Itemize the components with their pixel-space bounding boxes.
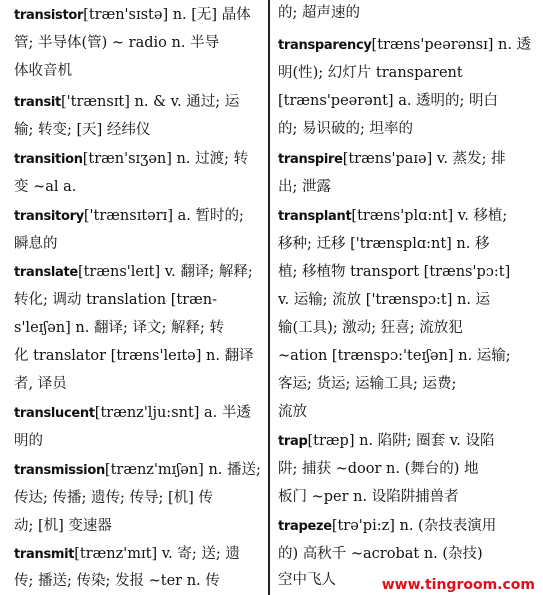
- entry-line: 的) 高秋千 ~acrobat n. (杂技): [278, 546, 483, 562]
- entry-line: 瞬息的: [14, 236, 58, 252]
- entry-line: 明(性); 幻灯片 transparent: [278, 65, 463, 81]
- entry-line: transmit[trænz'mɪt] v. 寄; 送; 遗: [14, 546, 240, 562]
- entry-line: transistor[træn'sɪstə] n. [无] 晶体: [14, 7, 251, 23]
- entry-line: transition[træn'sɪʒən] n. 过渡; 转: [14, 151, 249, 167]
- entry-line: translucent[trænz'lju:snt] a. 半透: [14, 405, 251, 421]
- entry-line: 的; 易识破的; 坦率的: [278, 121, 413, 137]
- entry-line: 转化; 调动 translation [træn-: [14, 292, 217, 308]
- entry-line: s'leɪʃən] n. 翻译; 译文; 解释; 转: [14, 320, 224, 336]
- entry-line: 的; 超声速的: [278, 5, 360, 21]
- entry-line: ~ation [trænspɔ:'teɪʃən] n. 运输;: [278, 348, 511, 364]
- entry-line: transmission[trænz'mɪʃən] n. 播送;: [14, 462, 261, 478]
- entry-line: 阱; 捕获 ~door n. (舞台的) 地: [278, 461, 479, 477]
- entry-line: 移种; 迁移 ['trænsplɑ:nt] n. 移: [278, 236, 490, 252]
- entry-line: 传达; 传播; 遗传; 传导; [机] 传: [14, 490, 213, 506]
- entry-line: transit['trænsɪt] n. & v. 通过; 运: [14, 94, 240, 110]
- entry-line: 传; 播送; 传染; 发报 ~ter n. 传: [14, 573, 220, 589]
- entry-line: trapeze[trə'pi:z] n. (杂技表演用: [278, 518, 497, 534]
- entry-line: 动; [机] 变速器: [14, 518, 112, 534]
- entry-line: 明的: [14, 433, 43, 449]
- entry-line: 植; 移植物 transport [træns'pɔ:t]: [278, 264, 511, 280]
- entry-line: transparency[træns'peərənsɪ] n. 透: [278, 37, 532, 53]
- entry-line: trap[træp] n. 陷阱; 圈套 v. 设陷: [278, 433, 495, 449]
- entry-line: v. 运输; 流放 ['trænspɔ:t] n. 运: [278, 292, 491, 308]
- entry-line: 出; 泄露: [278, 179, 331, 195]
- entry-line: [træns'peərənt] a. 透明的; 明白: [278, 93, 499, 109]
- entry-line: 空中飞人: [278, 572, 336, 588]
- entry-line: 变 ~al a.: [14, 179, 77, 195]
- entry-line: transpire[træns'paɪə] v. 蒸发; 排: [278, 151, 506, 167]
- entry-line: 者, 译员: [14, 376, 67, 392]
- entry-line: 客运; 货运; 运输工具; 运费;: [278, 376, 457, 392]
- entry-line: 输; 转变; [天] 经纬仪: [14, 122, 151, 138]
- entry-line: transitory['trænsɪtərɪ] a. 暂时的;: [14, 208, 244, 224]
- entry-line: transplant[træns'plɑ:nt] v. 移植;: [278, 208, 508, 224]
- entry-line: 板门 ~per n. 设陷阱捕兽者: [278, 489, 459, 505]
- column-divider: [268, 0, 270, 595]
- entry-line: 流放: [278, 404, 307, 420]
- entry-line: 化 translator [træns'leɪtə] n. 翻译: [14, 348, 254, 364]
- site-watermark: www.tingroom.com: [381, 577, 535, 593]
- entry-line: 管; 半导体(管) ~ radio n. 半导: [14, 35, 220, 51]
- entry-line: 输(工具); 激动; 狂喜; 流放犯: [278, 320, 463, 336]
- entry-line: 体收音机: [14, 63, 72, 79]
- entry-line: translate[træns'leɪt] v. 翻译; 解释;: [14, 264, 253, 280]
